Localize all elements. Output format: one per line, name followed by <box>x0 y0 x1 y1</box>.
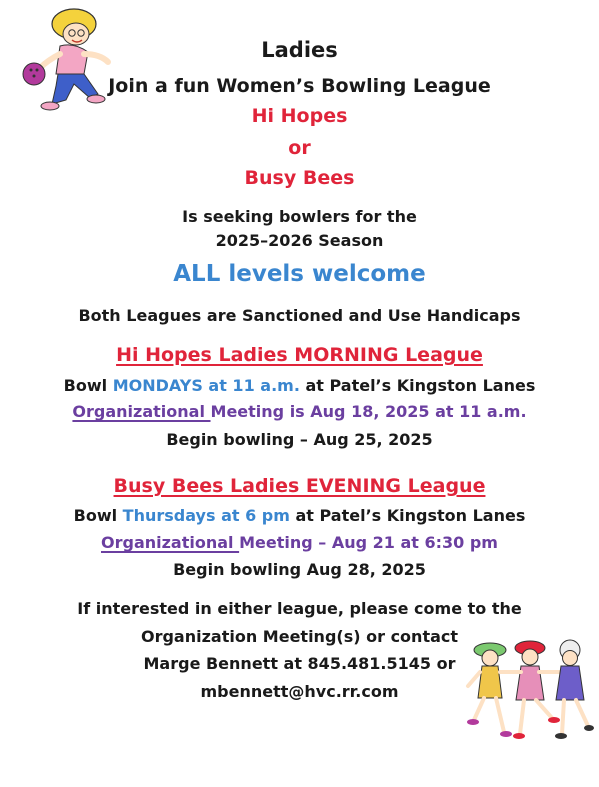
morning-bowl-suffix: at Patel’s Kingston Lanes <box>299 376 536 395</box>
page-subtitle: Join a fun Women’s Bowling League <box>108 75 491 97</box>
morning-bowl-prefix: Bowl <box>63 376 113 395</box>
seeking-line: Is seeking bowlers for the <box>182 207 417 226</box>
contact-line-3: Marge Bennett at 845.481.5145 or <box>143 654 456 673</box>
evening-bowl-prefix: Bowl <box>73 506 123 525</box>
morning-league-heading: Hi Hopes Ladies MORNING League <box>116 344 483 366</box>
league-a-name: Hi Hopes <box>251 105 348 127</box>
evening-bowl-suffix: at Patel’s Kingston Lanes <box>289 506 526 525</box>
dancing-ladies-icon <box>464 636 594 748</box>
contact-email: mbennett@hvc.rr.com <box>200 682 399 701</box>
contact-line-2: Organization Meeting(s) or contact <box>140 627 459 646</box>
morning-begin-line: Begin bowling – Aug 25, 2025 <box>166 430 433 449</box>
page-title: Ladies <box>261 38 338 62</box>
season-line: 2025–2026 Season <box>215 231 384 250</box>
evening-league-heading: Busy Bees Ladies EVENING League <box>113 475 486 497</box>
morning-bowl-when: MONDAYS at 11 a.m. <box>112 376 300 395</box>
evening-bowl-line <box>0 507 599 525</box>
league-b-name: Busy Bees <box>244 167 355 189</box>
morning-meeting-line <box>0 403 599 421</box>
morning-bowl-line <box>0 377 599 395</box>
evening-org-word: Organizational <box>101 533 240 552</box>
levels-welcome: ALL levels welcome <box>173 261 426 287</box>
evening-begin-line: Begin bowling Aug 28, 2025 <box>173 560 426 579</box>
sanctioned-line: Both Leagues are Sanctioned and Use Handicaps <box>78 306 521 325</box>
contact-line-1: If interested in either league, please come to the <box>77 599 522 618</box>
evening-bowl-when: Thursdays at 6 pm <box>122 506 290 525</box>
or-text: or <box>288 137 311 159</box>
evening-org-rest: Meeting – Aug 21 at 6:30 pm <box>239 533 498 552</box>
evening-meeting-line <box>0 534 599 552</box>
morning-org-word: Organizational <box>72 402 211 421</box>
morning-org-rest: Meeting is Aug 18, 2025 at 11 a.m. <box>210 402 527 421</box>
